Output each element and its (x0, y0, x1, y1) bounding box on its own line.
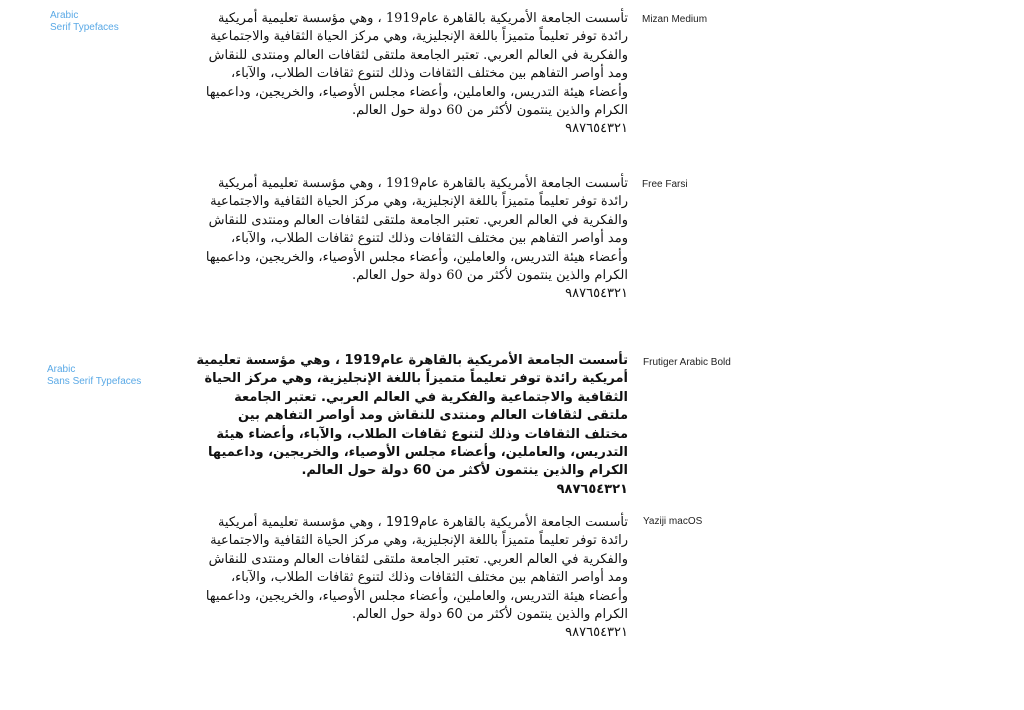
serif-group-label-line2: Serif Typefaces (50, 22, 119, 33)
sample-digits: ٩٨٧٦٥٤٣٢١ (556, 481, 628, 497)
sans-serif-group-label (47, 364, 141, 388)
serif-group-label (50, 10, 119, 34)
sample-frutiger-arabic-bold (190, 352, 628, 499)
sample-free-farsi (190, 175, 628, 303)
font-name-label: Free Farsi (642, 179, 688, 190)
sample-paragraph: تأسست الجامعة الأمريكية بالقاهرة عام1919 ، وهي مؤسسة تعليمية أمريكية رائدة توفر تعليماً متميزاً باللغة الإنجليزية، وهي مركز الحياة الثقافية والاجتماعية والفكرية في العالم العربي. تعتبر الجامعة ملتقى لثقافات العالم ومنتدى للنقاش ومد أواصر التفاهم بين مختلف الثقافات وذلك لتنوع ثقافات الطلاب، والآباء، وأعضاء هيئة التدريس، والعاملين، وأعضاء مجلس الأوصياء، والخريجين، وداعميها الكرام والذين ينتمون لأكثر من 60 دولة حول العالم. (205, 176, 628, 284)
sample-paragraph: تأسست الجامعة الأمريكية بالقاهرة عام1919 ، وهي مؤسسة تعليمية أمريكية رائدة توفر تعليماً متميزاً باللغة الإنجليزية، وهي مركز الحياة الثقافية والاجتماعية والفكرية في العالم العربي. تعتبر الجامعة ملتقى لثقافات العالم ومنتدى للنقاش ومد أواصر التفاهم بين مختلف الثقافات وذلك لتنوع ثقافات الطلاب، والآباء، وأعضاء هيئة التدريس، والعاملين، وأعضاء مجلس الأوصياء، والخريجين، وداعميها الكرام والذين ينتمون لأكثر من 60 دولة حول العالم. (205, 11, 628, 119)
sans-serif-group-label-line2: Sans Serif Typefaces (47, 376, 142, 387)
sample-paragraph: تأسست الجامعة الأمريكية بالقاهرة عام1919 ، وهي مؤسسة تعليمية أمريكية رائدة توفر تعليماً متميزاً باللغة الإنجليزية، وهي مركز الحياة الثقافية والاجتماعية والفكرية في العالم العربي. تعتبر الجامعة ملتقى لثقافات العالم ومنتدى للنقاش ومد أواصر التفاهم بين مختلف الثقافات وذلك لتنوع ثقافات الطلاب، والآباء، وأعضاء هيئة التدريس، والعاملين، وأعضاء مجلس الأوصياء، والخريجين، وداعميها الكرام والذين ينتمون لأكثر من 60 دولة حول العالم. (196, 353, 628, 479)
font-name-label: Frutiger Arabic Bold (643, 357, 731, 368)
serif-group-label-line1: Arabic (50, 10, 79, 21)
sample-digits: ٩٨٧٦٥٤٣٢١ (565, 625, 628, 641)
sample-digits: ٩٨٧٦٥٤٣٢١ (565, 286, 628, 302)
font-name-label: Yaziji macOS (643, 516, 703, 527)
sample-yaziji-macos (190, 514, 628, 642)
font-name-label: Mizan Medium (642, 14, 708, 25)
sans-serif-group-label-line1: Arabic (47, 364, 76, 375)
sample-mizan-medium (190, 10, 628, 138)
sample-digits: ٩٨٧٦٥٤٣٢١ (565, 121, 628, 137)
sample-paragraph: تأسست الجامعة الأمريكية بالقاهرة عام1919 ، وهي مؤسسة تعليمية أمريكية رائدة توفر تعليماً متميزاً باللغة الإنجليزية، وهي مركز الحياة الثقافية والاجتماعية والفكرية في العالم العربي. تعتبر الجامعة ملتقى لثقافات العالم ومنتدى للنقاش ومد أواصر التفاهم بين مختلف الثقافات وذلك لتنوع ثقافات الطلاب، والآباء، وأعضاء هيئة التدريس، والعاملين، وأعضاء مجلس الأوصياء، والخريجين، وداعميها الكرام والذين ينتمون لأكثر من 60 دولة حول العالم. (205, 515, 628, 623)
